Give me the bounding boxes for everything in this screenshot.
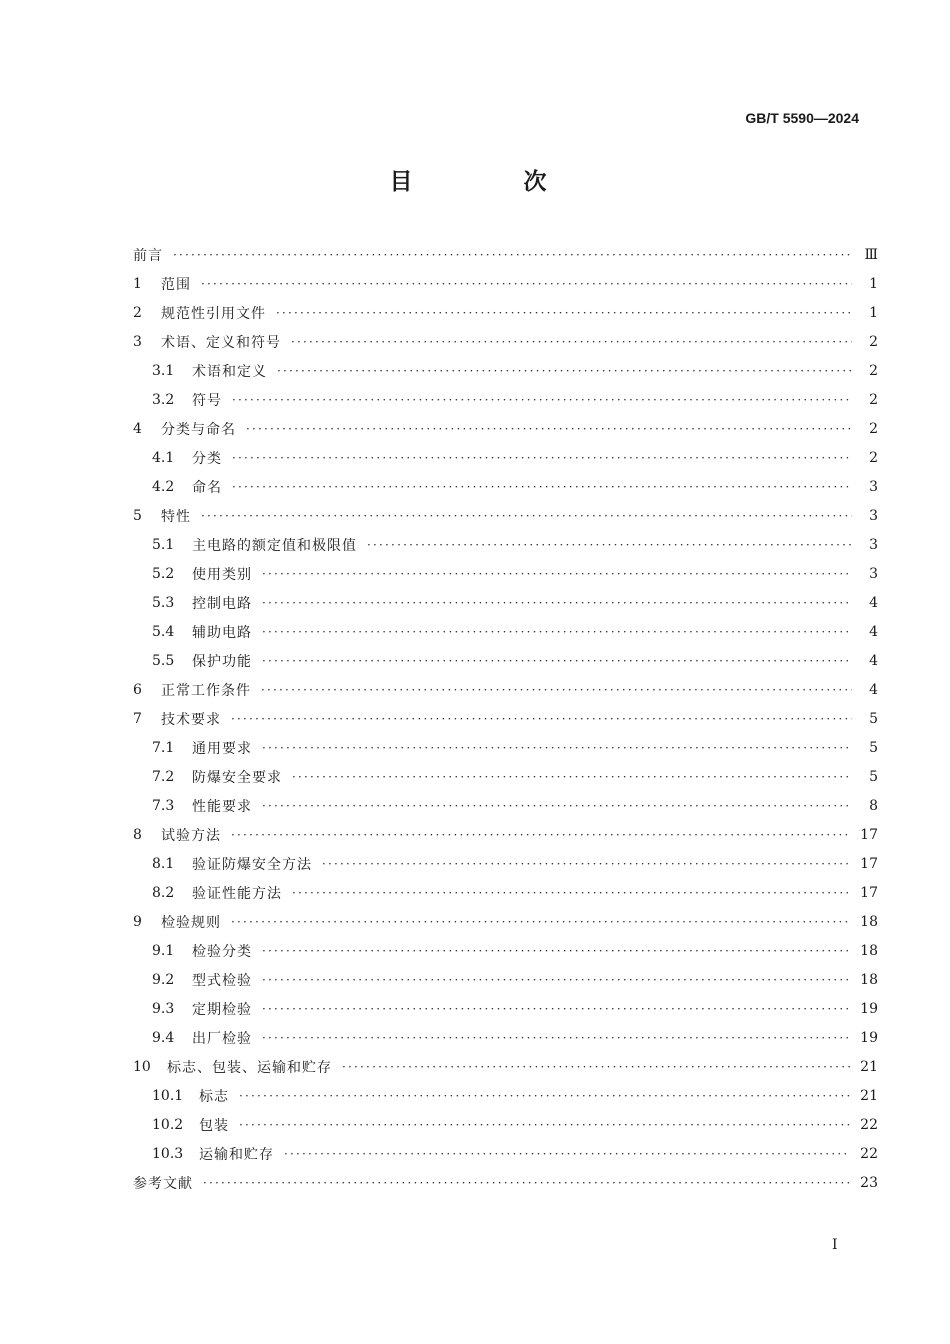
toc-entry-label: 标志	[199, 1088, 229, 1105]
toc-entry-page: 4	[869, 681, 878, 698]
toc-entry-label: 参考文献	[133, 1175, 193, 1192]
toc-entry-page: 21	[860, 1058, 878, 1075]
toc-entry[interactable]	[133, 240, 878, 269]
dot-leader	[262, 973, 850, 987]
toc-entry[interactable]	[133, 1139, 878, 1168]
toc-entry[interactable]	[133, 1023, 878, 1052]
toc-entry-number: 10	[133, 1058, 151, 1075]
toc-entry-page: 17	[860, 826, 878, 843]
toc-title: 目 次	[389, 169, 591, 195]
toc-entry[interactable]	[133, 1110, 878, 1139]
toc-entry-label: 命名	[192, 479, 222, 496]
dot-leader	[203, 1176, 850, 1190]
toc-entry-label: 规范性引用文件	[161, 305, 266, 322]
toc-entry-page: 3	[869, 478, 878, 495]
toc-entry-number: 7.1	[152, 739, 175, 756]
toc-entry[interactable]	[133, 472, 878, 501]
toc-entry-label: 特性	[161, 508, 191, 525]
dot-leader	[367, 538, 852, 552]
toc-entry-number: 8.2	[152, 884, 175, 901]
toc-entry-number: 7.2	[152, 768, 175, 785]
dot-leader	[262, 944, 850, 958]
toc-entry-label: 定期检验	[192, 1001, 252, 1018]
toc-entry[interactable]	[133, 791, 878, 820]
dot-leader	[262, 625, 852, 639]
toc-entry[interactable]	[133, 530, 878, 559]
toc-entry-label: 防爆安全要求	[192, 769, 282, 786]
toc-entry-number: 2	[133, 304, 142, 321]
toc-entry-page: Ⅲ	[864, 246, 878, 263]
toc-entry[interactable]	[133, 327, 878, 356]
toc-entry-number: 4.1	[152, 449, 175, 466]
toc-entry-number: 6	[133, 681, 142, 698]
toc-entry-number: 5.4	[152, 623, 175, 640]
page-number: I	[832, 1237, 838, 1253]
toc-entry-page: 1	[869, 304, 878, 321]
toc-entry-number: 4.2	[152, 478, 175, 495]
toc-entry-number: 3.1	[152, 362, 175, 379]
toc-entry[interactable]	[133, 849, 878, 878]
dot-leader	[232, 393, 852, 407]
dot-leader	[262, 596, 852, 610]
toc-entry[interactable]	[133, 820, 878, 849]
toc-entry-number: 3	[133, 333, 142, 350]
toc-entry[interactable]	[133, 907, 878, 936]
dot-leader	[262, 1002, 850, 1016]
toc-entry-page: 1	[869, 275, 878, 292]
toc-entry-page: 2	[869, 391, 878, 408]
toc-entry-number: 5.2	[152, 565, 175, 582]
toc-entry-page: 2	[869, 362, 878, 379]
dot-leader	[232, 480, 852, 494]
toc-entry[interactable]	[133, 762, 878, 791]
toc-entry-number: 9.2	[152, 971, 175, 988]
toc-entry-number: 7.3	[152, 797, 175, 814]
toc-entry-page: 3	[869, 536, 878, 553]
toc-entry-page: 2	[869, 420, 878, 437]
toc-entry-page: 22	[860, 1145, 878, 1162]
toc-entry-page: 8	[869, 797, 878, 814]
toc-entry[interactable]	[133, 617, 878, 646]
toc-entry-number: 8	[133, 826, 142, 843]
toc-entry-page: 19	[860, 1029, 878, 1046]
toc-entry-label: 通用要求	[192, 740, 252, 757]
toc-entry-label: 性能要求	[192, 798, 252, 815]
dot-leader	[322, 857, 850, 871]
toc-entry[interactable]	[133, 646, 878, 675]
dot-leader	[342, 1060, 850, 1074]
toc-entry-label: 保护功能	[192, 653, 252, 670]
toc-entry-number: 9.1	[152, 942, 175, 959]
toc-entry[interactable]	[133, 675, 878, 704]
dot-leader	[173, 248, 852, 262]
toc-entry-page: 3	[869, 565, 878, 582]
toc-entry-number: 8.1	[152, 855, 175, 872]
dot-leader	[246, 422, 852, 436]
toc-entry-page: 4	[869, 652, 878, 669]
toc-entry-number: 10.2	[152, 1116, 184, 1133]
dot-leader	[291, 335, 852, 349]
toc-entry-page: 5	[869, 739, 878, 756]
toc-entry-label: 符号	[192, 392, 222, 409]
dot-leader	[231, 828, 850, 842]
toc-entry-number: 9	[133, 913, 142, 930]
toc-entry-number: 10.3	[152, 1145, 184, 1162]
toc-entry[interactable]	[133, 298, 878, 327]
toc-entry-page: 2	[869, 333, 878, 350]
toc-entry[interactable]	[133, 501, 878, 530]
dot-leader	[292, 770, 852, 784]
toc-entry-page: 23	[860, 1174, 878, 1191]
toc-entry-page: 18	[860, 971, 878, 988]
toc-entry-number: 1	[133, 275, 142, 292]
dot-leader	[262, 741, 852, 755]
toc-entry[interactable]	[133, 733, 878, 762]
toc-entry-number: 5.1	[152, 536, 175, 553]
toc-entry-label: 包装	[199, 1117, 229, 1134]
toc-entry[interactable]	[133, 356, 878, 385]
dot-leader	[277, 364, 852, 378]
dot-leader	[239, 1118, 850, 1132]
toc-entry-label: 前言	[133, 247, 163, 264]
toc-entry-number: 4	[133, 420, 142, 437]
standard-code: GB/T 5590—2024	[745, 110, 859, 126]
toc-entry[interactable]	[133, 414, 878, 443]
toc-entry-page: 18	[860, 913, 878, 930]
toc-entry-label: 型式检验	[192, 972, 252, 989]
toc-entry[interactable]	[133, 1081, 878, 1110]
toc-entry-label: 标志、包装、运输和贮存	[167, 1059, 332, 1076]
dot-leader	[232, 451, 852, 465]
toc-entry[interactable]	[133, 704, 878, 733]
toc-entry-page: 5	[869, 768, 878, 785]
toc-entry-number: 5	[133, 507, 142, 524]
toc-entry-label: 辅助电路	[192, 624, 252, 641]
toc-entry[interactable]	[133, 588, 878, 617]
toc-entry[interactable]	[133, 269, 878, 298]
dot-leader	[239, 1089, 850, 1103]
toc-entry[interactable]	[133, 443, 878, 472]
dot-leader	[231, 712, 852, 726]
toc-entry-label: 试验方法	[161, 827, 221, 844]
toc-entry-page: 17	[860, 855, 878, 872]
toc-entry-label: 控制电路	[192, 595, 252, 612]
toc-entry-page: 18	[860, 942, 878, 959]
toc-entry-label: 技术要求	[161, 711, 221, 728]
dot-leader	[292, 886, 850, 900]
toc-entry-page: 2	[869, 449, 878, 466]
dot-leader	[201, 277, 852, 291]
toc-entry-page: 17	[860, 884, 878, 901]
toc-entry[interactable]	[133, 878, 878, 907]
toc-entry-label: 分类与命名	[161, 421, 236, 438]
toc-entry-page: 21	[860, 1087, 878, 1104]
toc-entry-page: 4	[869, 594, 878, 611]
dot-leader	[262, 654, 852, 668]
toc-entry-label: 范围	[161, 276, 191, 293]
toc-entry[interactable]	[133, 385, 878, 414]
toc-entry-label: 术语、定义和符号	[161, 334, 281, 351]
toc-entry-label: 出厂检验	[192, 1030, 252, 1047]
toc-entry-label: 检验规则	[161, 914, 221, 931]
dot-leader	[261, 683, 852, 697]
toc-entry[interactable]	[133, 1168, 878, 1197]
toc-entry-page: 3	[869, 507, 878, 524]
toc-entry-page: 19	[860, 1000, 878, 1017]
toc-entry-page: 22	[860, 1116, 878, 1133]
dot-leader	[262, 567, 852, 581]
toc-entry-label: 运输和贮存	[199, 1146, 274, 1163]
toc-entry-label: 分类	[192, 450, 222, 467]
toc-entry-number: 7	[133, 710, 142, 727]
toc-entry-number: 9.3	[152, 1000, 175, 1017]
toc-entry[interactable]	[133, 965, 878, 994]
toc-entry[interactable]	[133, 559, 878, 588]
table-of-contents	[133, 240, 878, 1197]
toc-entry-label: 使用类别	[192, 566, 252, 583]
dot-leader	[262, 799, 852, 813]
toc-entry[interactable]	[133, 994, 878, 1023]
toc-entry-label: 正常工作条件	[161, 682, 251, 699]
dot-leader	[201, 509, 852, 523]
toc-entry-page: 4	[869, 623, 878, 640]
toc-entry-label: 验证防爆安全方法	[192, 856, 312, 873]
dot-leader	[262, 1031, 850, 1045]
toc-entry-label: 检验分类	[192, 943, 252, 960]
toc-entry-number: 10.1	[152, 1087, 184, 1104]
toc-entry-number: 5.5	[152, 652, 175, 669]
dot-leader	[231, 915, 850, 929]
dot-leader	[284, 1147, 850, 1161]
toc-entry-label: 验证性能方法	[192, 885, 282, 902]
toc-entry-page: 5	[869, 710, 878, 727]
toc-entry[interactable]	[133, 1052, 878, 1081]
toc-entry[interactable]	[133, 936, 878, 965]
toc-entry-label: 主电路的额定值和极限值	[192, 537, 357, 554]
toc-entry-label: 术语和定义	[192, 363, 267, 380]
toc-entry-number: 9.4	[152, 1029, 175, 1046]
dot-leader	[276, 306, 852, 320]
toc-entry-number: 5.3	[152, 594, 175, 611]
toc-entry-number: 3.2	[152, 391, 175, 408]
